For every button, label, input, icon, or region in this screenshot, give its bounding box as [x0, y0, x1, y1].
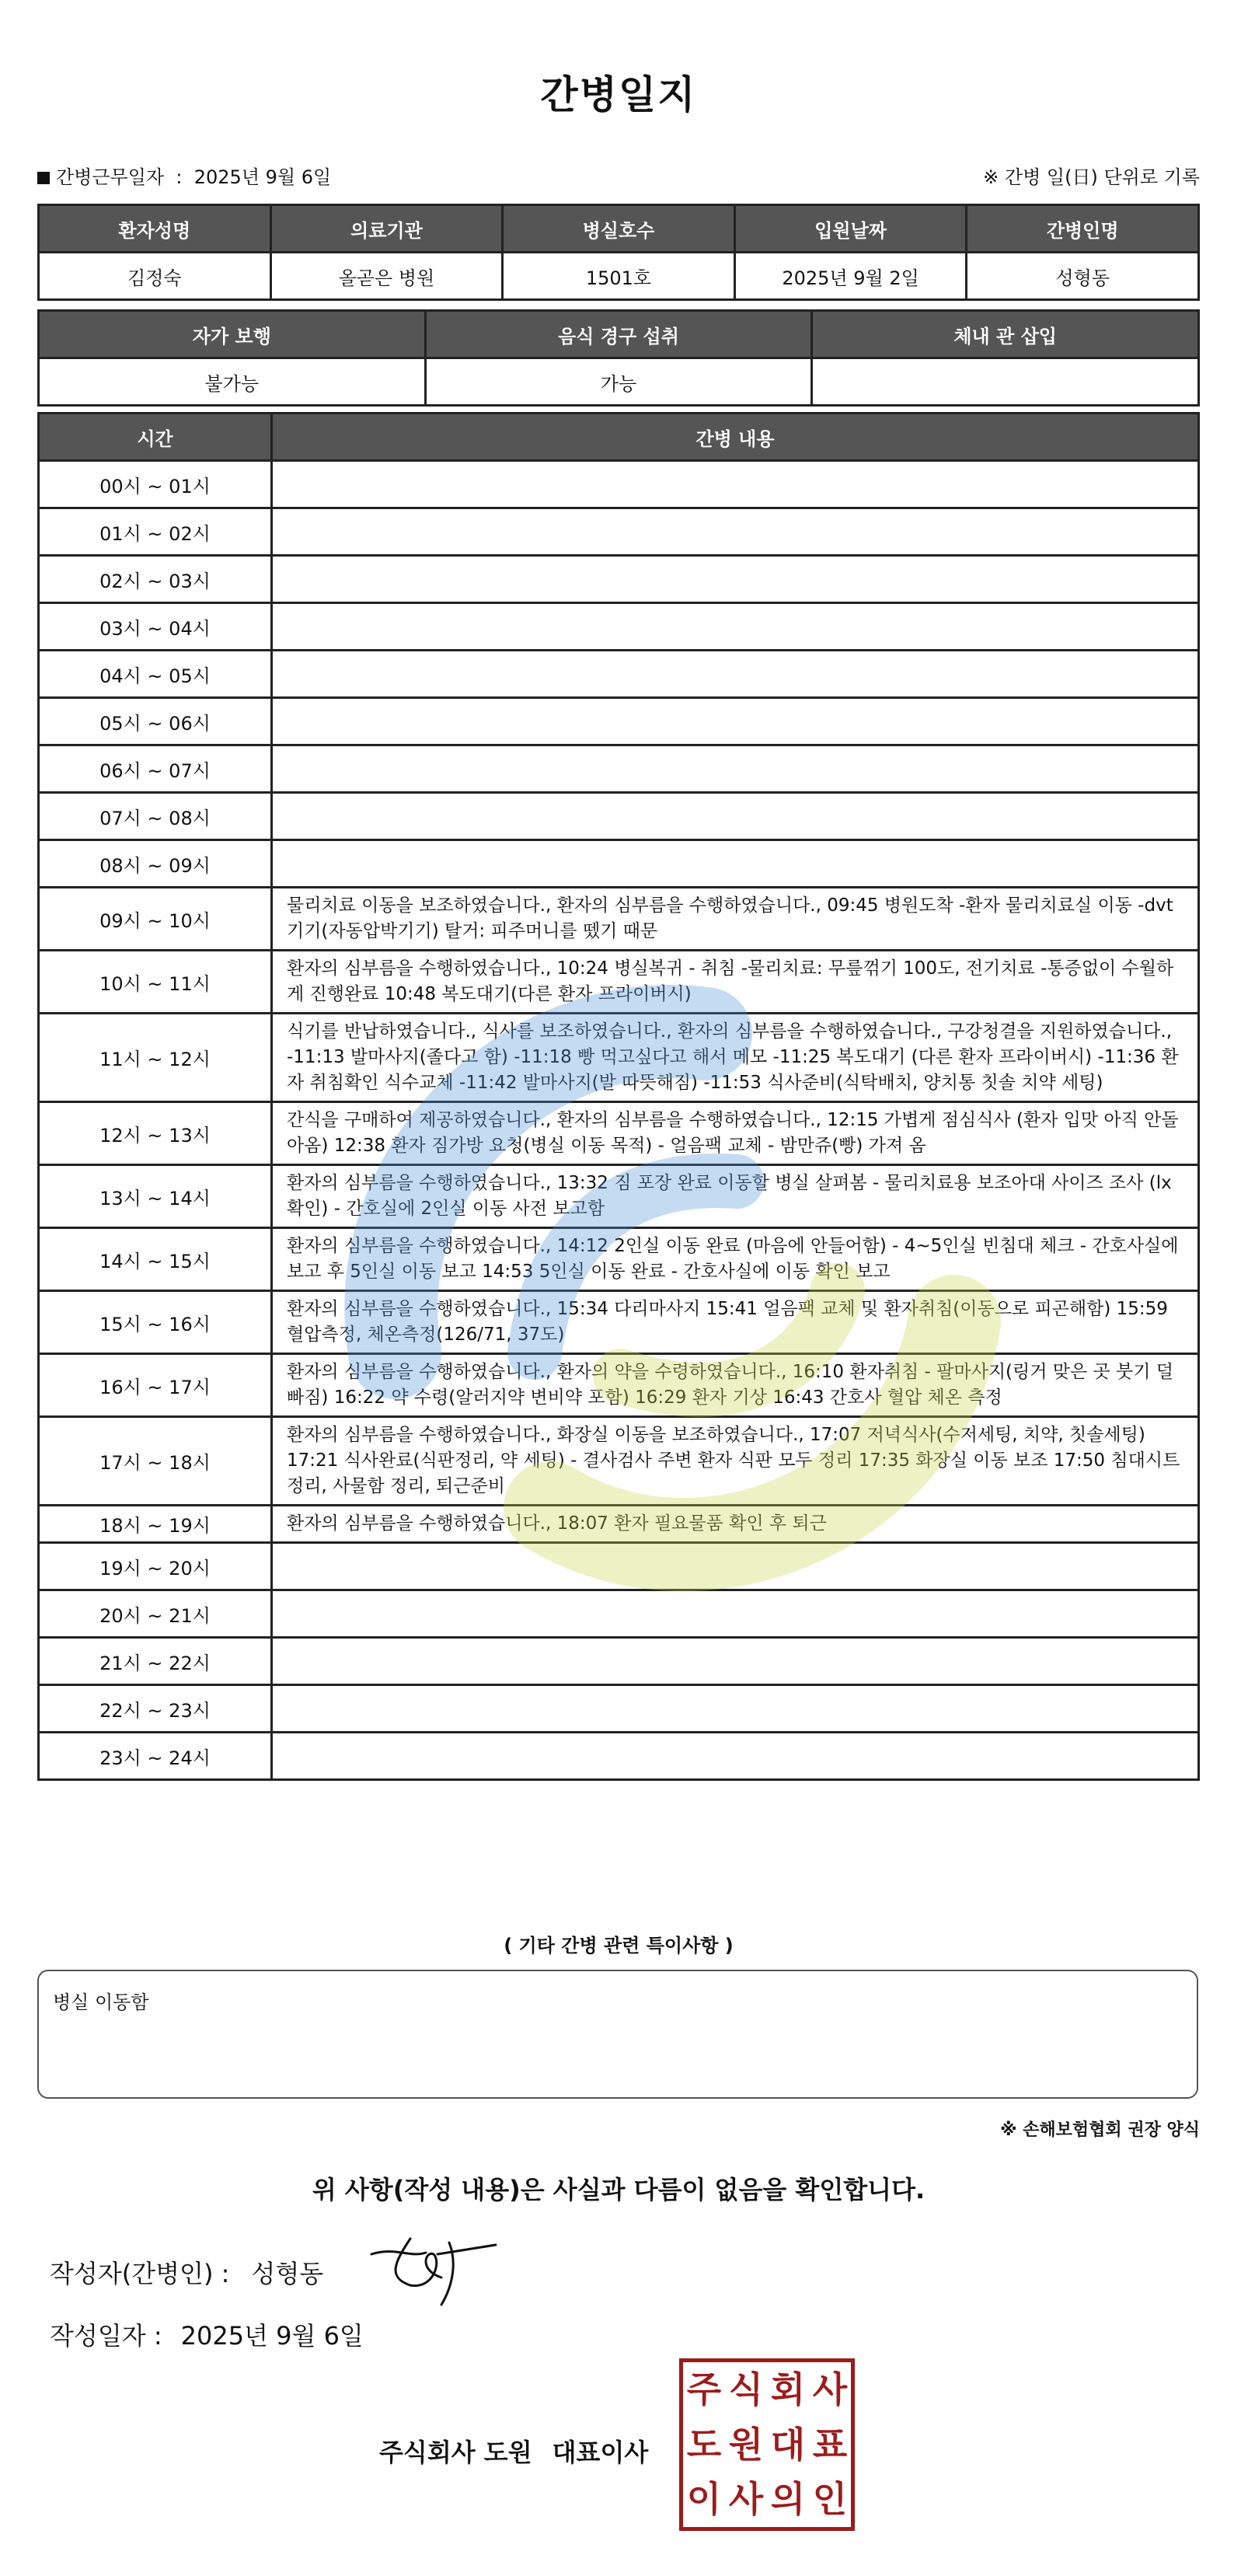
seal-character: 사: [812, 2368, 848, 2410]
time-cell: 17시 ~ 18시: [39, 1417, 272, 1506]
admission-date: 2025년 9월 2일: [734, 253, 967, 300]
table-row: [39, 888, 1199, 951]
table-row: [39, 651, 1199, 698]
table-row: [39, 1417, 1199, 1506]
recommend-note: ※ 손해보험협회 권장 양식: [1000, 2120, 1200, 2140]
company-name: 주식회사 도원: [379, 2438, 532, 2467]
care-content-cell: [272, 1733, 1199, 1780]
care-log-body: [39, 461, 1199, 1780]
table-row: [39, 951, 1199, 1014]
work-date: [37, 162, 331, 189]
time-cell: 08시 ~ 09시: [39, 840, 272, 888]
seal-character: 회: [770, 2368, 806, 2410]
time-cell: 23시 ~ 24시: [39, 1733, 272, 1780]
time-cell: 15시 ~ 16시: [39, 1291, 272, 1354]
time-cell: 14시 ~ 15시: [39, 1228, 272, 1291]
time-cell: 04시 ~ 05시: [39, 651, 272, 698]
patient-status-table: [37, 309, 1200, 407]
header-patient-name: 환자성명: [39, 205, 271, 253]
table-row: [39, 793, 1199, 840]
notes-text: 병실 이동함: [53, 1991, 149, 2013]
table-row: [39, 1638, 1199, 1685]
record-note: ※ 간병 일(日) 단위로 기록: [983, 166, 1200, 188]
work-date-value: 2025년 9월 6일: [193, 166, 332, 188]
care-content-cell: 환자의 심부름을 수행하였습니다., 환자의 약을 수령하였습니다., 16:10 환자취침 - 팔마사지(링거 맞은 곳 붓기 덜 빠짐) 16:22 약 수령(알러지약 변비약 포함) 16:29 환자 기상 16:43 간호사 혈압 체온 측정: [272, 1354, 1199, 1417]
time-cell: 13시 ~ 14시: [39, 1165, 272, 1228]
header-hospital: 의료기관: [270, 205, 503, 253]
care-log-table: [37, 412, 1200, 1781]
patient-info-values: [39, 253, 1199, 300]
notes-box: [37, 1970, 1198, 2099]
seal-character: 표: [812, 2423, 848, 2466]
patient-info-header: [39, 205, 1199, 253]
header-caregiver: 간병인명: [967, 205, 1199, 253]
time-cell: 09시 ~ 10시: [39, 888, 272, 951]
self-walking-value: 불가능: [39, 358, 426, 406]
writer-name: 성형동: [251, 2259, 324, 2288]
seal-character: 도: [686, 2423, 722, 2466]
caregiver-name: 성형동: [967, 253, 1199, 300]
header-room: 병실호수: [503, 205, 735, 253]
table-row: [39, 1165, 1199, 1228]
care-content-cell: 환자의 심부름을 수행하였습니다., 10:24 병실복귀 - 취침 -물리치료: 무릎꺾기 100도, 전기치료 -통증없이 수월하게 진행완료 10:48 복도대기(다른 환자 프라이버시): [272, 951, 1199, 1014]
time-cell: 05시 ~ 06시: [39, 698, 272, 745]
time-cell: 06시 ~ 07시: [39, 745, 272, 793]
written-date-label: 작성일자 :: [50, 2321, 162, 2351]
seal-character: 대: [770, 2423, 806, 2466]
care-content-cell: [272, 461, 1199, 508]
care-content-cell: [272, 1638, 1199, 1685]
time-cell: 10시 ~ 11시: [39, 951, 272, 1014]
signature-icon: [364, 2231, 504, 2309]
table-row: [39, 1014, 1199, 1102]
time-cell: 02시 ~ 03시: [39, 556, 272, 603]
time-cell: 12시 ~ 13시: [39, 1102, 272, 1165]
work-date-sep: :: [176, 166, 183, 188]
care-content-cell: [272, 793, 1199, 840]
care-content-cell: [272, 1590, 1199, 1638]
care-content-cell: 간식을 구매하여 제공하였습니다., 환자의 심부름을 수행하였습니다., 12:15 가볍게 점심식사 (환자 입맛 아직 안돌아옴) 12:38 환자 짐가방 요청(병실 이동 목적) - 얼음팩 교체 - 밤만쥬(빵) 가져 옴: [272, 1102, 1199, 1165]
care-content-cell: [272, 556, 1199, 603]
notes-section-title: ( 기타 간병 관련 특이사항 ): [504, 1935, 734, 1956]
oral-intake-value: 가능: [425, 358, 812, 406]
patient-status-values: [39, 358, 1199, 406]
table-row: [39, 603, 1199, 651]
seal-character: 사: [728, 2478, 764, 2521]
table-row: [39, 1506, 1199, 1543]
company-title: 대표이사: [552, 2438, 649, 2467]
care-content-cell: [272, 840, 1199, 888]
table-row: [39, 698, 1199, 745]
header-care-content: 간병 내용: [272, 414, 1199, 461]
header-tube-insertion: 체내 관 삽입: [812, 311, 1199, 358]
care-content-cell: [272, 651, 1199, 698]
table-row: [39, 461, 1199, 508]
time-cell: 03시 ~ 04시: [39, 603, 272, 651]
header-time: 시간: [39, 414, 272, 461]
header-oral-intake: 음식 경구 섭취: [425, 311, 812, 358]
written-date-value: 2025년 9월 6일: [180, 2321, 364, 2351]
time-cell: 22시 ~ 23시: [39, 1685, 272, 1733]
care-content-cell: 환자의 심부름을 수행하였습니다., 13:32 짐 포장 완료 이동할 병실 살펴봄 - 물리치료용 보조아대 사이즈 조사 (lx 확인) - 간호실에 2인실 이동 사전 보고함: [272, 1165, 1199, 1228]
header-self-walking: 자가 보행: [39, 311, 426, 358]
care-content-cell: 물리치료 이동을 보조하였습니다., 환자의 심부름을 수행하였습니다., 09:45 병원도착 -환자 물리치료실 이동 -dvt기기(자동압박기기) 탈거: 피주머니를 뗐기 때문: [272, 888, 1199, 951]
confirm-statement: 위 사항(작성 내용)은 사실과 다름이 없음을 확인합니다.: [312, 2175, 926, 2204]
table-row: [39, 1291, 1199, 1354]
care-content-cell: 환자의 심부름을 수행하였습니다., 18:07 환자 필요물품 확인 후 퇴근: [272, 1506, 1199, 1543]
time-cell: 11시 ~ 12시: [39, 1014, 272, 1102]
care-content-cell: [272, 1685, 1199, 1733]
care-content-cell: 환자의 심부름을 수행하였습니다., 14:12 2인실 이동 완료 (마음에 안들어함) - 4~5인실 빈침대 체크 - 간호사실에 보고 후 5인실 이동 보고 14:53 5인실 이동 완료 - 간호사실에 이동 확인 보고: [272, 1228, 1199, 1291]
header-admission-date: 입원날짜: [734, 205, 967, 253]
time-cell: 18시 ~ 19시: [39, 1506, 272, 1543]
work-date-label: 간병근무일자: [56, 166, 165, 188]
patient-status-header: [39, 311, 1199, 358]
care-content-cell: [272, 698, 1199, 745]
patient-info-table: [37, 204, 1200, 301]
time-cell: 21시 ~ 22시: [39, 1638, 272, 1685]
table-row: [39, 1733, 1199, 1780]
seal-character: 인: [812, 2478, 848, 2521]
care-content-cell: 환자의 심부름을 수행하였습니다., 화장실 이동을 보조하였습니다., 17:07 저녁식사(수저세팅, 치약, 칫솔세팅) 17:21 식사완료(식판정리, 약 세팅) - 결사검사 주변 환자 식판 모두 정리 17:35 화장실 이동 보조 17:50 침대시트 정리, 사물함 정리, 퇴근준비: [272, 1417, 1199, 1506]
tube-insertion-value: [812, 358, 1199, 406]
care-content-cell: [272, 603, 1199, 651]
room-number: 1501호: [503, 253, 735, 300]
company-seal-icon: [679, 2358, 855, 2531]
care-content-cell: [272, 745, 1199, 793]
table-row: [39, 1102, 1199, 1165]
care-content-cell: [272, 1543, 1199, 1590]
time-cell: 16시 ~ 17시: [39, 1354, 272, 1417]
seal-character: 식: [728, 2368, 764, 2410]
table-row: [39, 745, 1199, 793]
writer-label: 작성자(간병인) :: [50, 2259, 230, 2288]
table-row: [39, 840, 1199, 888]
table-row: [39, 1590, 1199, 1638]
written-date-line: [50, 2316, 364, 2352]
table-row: [39, 1228, 1199, 1291]
seal-character: 원: [728, 2423, 764, 2466]
care-content-cell: [272, 508, 1199, 556]
table-row: [39, 556, 1199, 603]
time-cell: 00시 ~ 01시: [39, 461, 272, 508]
seal-character: 주: [686, 2368, 722, 2410]
care-log-header: [39, 414, 1199, 461]
care-content-cell: 환자의 심부름을 수행하였습니다., 15:34 다리마사지 15:41 얼음팩 교체 및 환자취침(이동으로 피곤해함) 15:59 혈압측정, 체온측정(126/71, 37도): [272, 1291, 1199, 1354]
page-title: 간병일지: [540, 72, 697, 117]
time-cell: 19시 ~ 20시: [39, 1543, 272, 1590]
table-row: [39, 1685, 1199, 1733]
table-row: [39, 508, 1199, 556]
seal-character: 의: [770, 2478, 806, 2521]
square-bullet-icon: [37, 172, 50, 184]
seal-character: 이: [686, 2478, 722, 2521]
care-content-cell: 식기를 반납하였습니다., 식사를 보조하였습니다., 환자의 심부름을 수행하였습니다., 구강청결을 지원하였습니다., -11:13 발마사지(졸다고 함) -11:18 빵 먹고싶다고 해서 메모 -11:25 복도대기 (다른 환자 프라이버시) -11:36 환자 취침확인 식수교체 -11:42 발마사지(발 따뜻해짐) -11:53 식사준비(식탁배치, 양치통 칫솔 치약 세팅): [272, 1014, 1199, 1102]
table-row: [39, 1354, 1199, 1417]
company-line: [379, 2433, 648, 2469]
time-cell: 20시 ~ 21시: [39, 1590, 272, 1638]
patient-name: 김정숙: [39, 253, 271, 300]
hospital-name: 올곧은 병원: [270, 253, 503, 300]
time-cell: 07시 ~ 08시: [39, 793, 272, 840]
time-cell: 01시 ~ 02시: [39, 508, 272, 556]
table-row: [39, 1543, 1199, 1590]
writer-line: [50, 2254, 323, 2290]
